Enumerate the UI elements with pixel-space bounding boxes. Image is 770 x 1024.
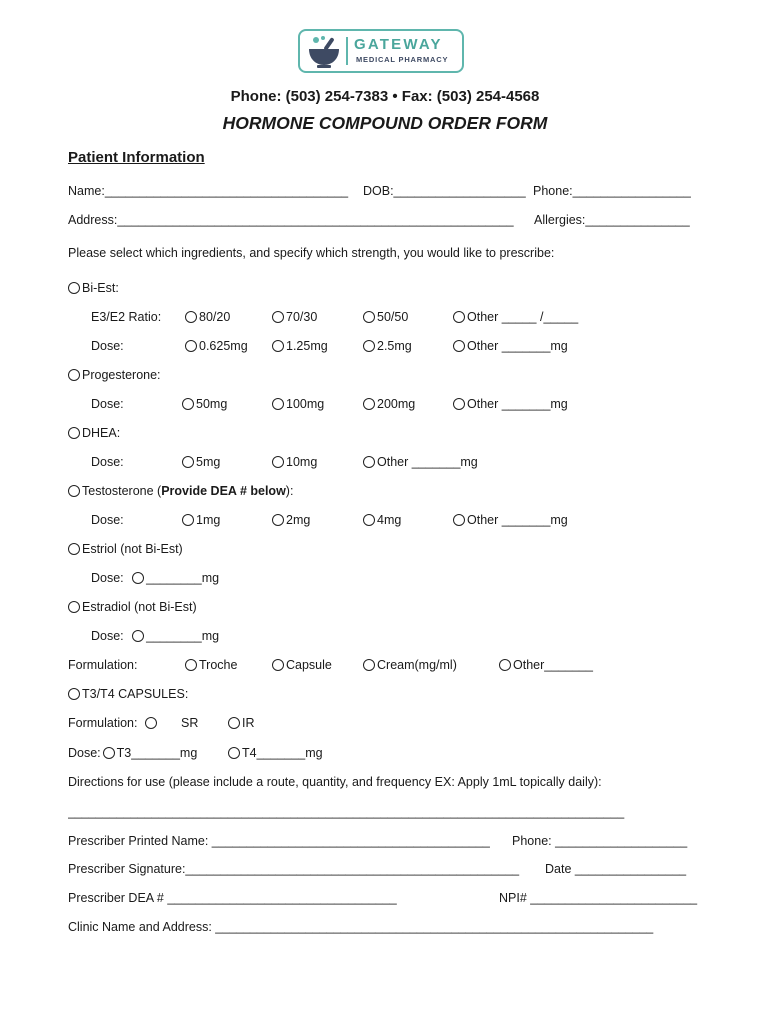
radio-circle[interactable] — [68, 688, 80, 700]
estradiol-dose-label: Dose: — [91, 629, 124, 643]
contact-line: Phone: (503) 254-7383 • Fax: (503) 254-4568 — [230, 88, 540, 105]
prescriber-signature-field[interactable]: Prescriber Signature:________________________________________________ — [68, 862, 520, 876]
t3t4-dose[interactable] — [68, 745, 197, 761]
option-testo-1mg[interactable] — [182, 512, 220, 528]
progesterone-label: Progesterone: — [82, 368, 161, 382]
form-title: HORMONE COMPOUND ORDER FORM — [222, 113, 548, 133]
option-label: 0.625mg — [199, 339, 248, 353]
option-ratio-50-50[interactable] — [363, 309, 408, 325]
clinic-name-address-field[interactable]: Clinic Name and Address: _______________________________________________________________ — [68, 920, 654, 934]
testosterone-dose-label: Dose: — [91, 513, 124, 527]
radio-circle[interactable] — [228, 747, 240, 759]
testosterone-label-dea-note: Provide DEA # below — [161, 484, 286, 498]
instructions-text: Please select which ingredients, and specify which strength, you would like to prescribe: — [68, 246, 555, 260]
progesterone-dose-label: Dose: — [91, 397, 124, 411]
directions-label: Directions for use (please include a route, quantity, and frequency EX: Apply 1mL topically daily): — [68, 775, 602, 789]
radio-circle[interactable] — [132, 572, 144, 584]
biest-ratio-label: E3/E2 Ratio: — [91, 310, 162, 324]
option-label: 10mg — [286, 455, 318, 469]
biest-dose-label: Dose: — [91, 339, 124, 353]
estradiol-dose[interactable] — [91, 628, 219, 644]
logo-separator — [346, 37, 348, 65]
radio-circle[interactable] — [363, 311, 375, 323]
radio-circle[interactable] — [68, 369, 80, 381]
prescriber-dea-field[interactable]: Prescriber DEA # _________________________________ — [68, 891, 397, 905]
option-label: Other _______mg — [467, 339, 568, 353]
estriol-dose-blank[interactable]: ________mg — [146, 571, 220, 585]
option-label: Troche — [199, 658, 238, 672]
option-testo-4mg[interactable] — [363, 512, 401, 528]
dhea-label: DHEA: — [82, 426, 121, 440]
option-biest-0625mg[interactable] — [185, 338, 248, 354]
radio-circle[interactable] — [272, 456, 284, 468]
radio-circle[interactable] — [272, 514, 284, 526]
testosterone-label-suffix: ): — [285, 484, 294, 498]
option-ratio-70-30[interactable] — [272, 309, 317, 325]
option-formulation-other[interactable] — [499, 657, 593, 673]
option-label: 70/30 — [286, 310, 318, 324]
option-label: Cream(mg/ml) — [377, 658, 457, 672]
option-biest-other[interactable] — [453, 338, 568, 354]
option-testo-2mg[interactable] — [272, 512, 310, 528]
option-label: 100mg — [286, 397, 325, 411]
option-label: 200mg — [377, 397, 416, 411]
radio-circle[interactable] — [363, 398, 375, 410]
estriol-dose-label: Dose: — [91, 571, 124, 585]
option-label: Other _______mg — [467, 513, 568, 527]
option-estriol[interactable] — [68, 541, 183, 557]
radio-circle[interactable] — [182, 456, 194, 468]
radio-circle[interactable] — [68, 485, 80, 497]
mortar-pestle-icon — [304, 32, 344, 72]
estradiol-label: Estradiol (not Bi-Est) — [82, 600, 197, 614]
radio-circle[interactable] — [68, 543, 80, 555]
radio-circle[interactable] — [185, 311, 197, 323]
option-ratio-80-20[interactable] — [185, 309, 230, 325]
radio-circle[interactable] — [453, 514, 465, 526]
estriol-dose[interactable] — [91, 570, 219, 586]
option-dhea-5mg[interactable] — [182, 454, 220, 470]
patient-allergies-field[interactable]: Allergies:_______________ — [534, 213, 690, 227]
section-title-patient: Patient Information — [68, 149, 205, 166]
radio-circle[interactable] — [363, 456, 375, 468]
t3-dose-blank[interactable]: T3_______mg — [116, 746, 198, 760]
option-label: 2mg — [286, 513, 311, 527]
testosterone-label-prefix: Testosterone ( — [82, 484, 162, 498]
t3t4-formulation-label: Formulation: — [68, 716, 138, 730]
option-label: Other _______mg — [467, 397, 568, 411]
option-ir[interactable] — [228, 715, 255, 731]
option-label: Capsule — [286, 658, 332, 672]
option-testosterone[interactable] — [68, 483, 293, 499]
logo-subtitle: MEDICAL PHARMACY — [356, 55, 449, 64]
radio-circle[interactable] — [272, 659, 284, 671]
estriol-label: Estriol (not Bi-Est) — [82, 542, 183, 556]
option-label: 4mg — [377, 513, 402, 527]
formulation-label: Formulation: — [68, 658, 138, 672]
radio-circle[interactable] — [272, 340, 284, 352]
prescriber-npi-field[interactable]: NPI# ________________________ — [499, 891, 698, 905]
t4-dose-blank[interactable]: T4_______mg — [242, 746, 323, 760]
option-dhea-10mg[interactable] — [272, 454, 317, 470]
option-progesterone[interactable] — [68, 367, 161, 383]
option-troche[interactable] — [185, 657, 237, 673]
radio-circle[interactable] — [145, 717, 157, 729]
option-dhea[interactable] — [68, 425, 120, 441]
option-ratio-other[interactable] — [453, 309, 578, 325]
option-estradiol[interactable] — [68, 599, 197, 615]
option-label: Other _____ /_____ — [467, 310, 579, 324]
radio-circle[interactable] — [499, 659, 511, 671]
option-label: Other_______ — [513, 658, 593, 672]
biest-label: Bi-Est: — [82, 281, 119, 295]
option-prog-50mg[interactable] — [182, 396, 227, 412]
prescriber-name-field[interactable]: Prescriber Printed Name: ________________________________________ — [68, 834, 490, 848]
estradiol-dose-blank[interactable]: ________mg — [146, 629, 220, 643]
prescriber-phone-field[interactable]: Phone: ___________________ — [512, 834, 688, 848]
option-label: SR — [181, 716, 199, 730]
patient-name-field[interactable]: Name:___________________________________ — [68, 184, 349, 198]
radio-circle[interactable] — [272, 311, 284, 323]
radio-circle[interactable] — [453, 398, 465, 410]
option-prog-100mg[interactable] — [272, 396, 324, 412]
option-label: 50/50 — [377, 310, 409, 324]
radio-circle[interactable] — [228, 717, 240, 729]
radio-circle[interactable] — [182, 398, 194, 410]
option-label: 5mg — [196, 455, 221, 469]
directions-field[interactable]: ________________________________________________________________________________ — [68, 805, 625, 819]
option-label: IR — [242, 716, 255, 730]
radio-circle[interactable] — [272, 398, 284, 410]
option-label: 2.5mg — [377, 339, 412, 353]
option-label: Other _______mg — [377, 455, 478, 469]
radio-circle[interactable] — [453, 340, 465, 352]
option-biest-125mg[interactable] — [272, 338, 328, 354]
radio-circle[interactable] — [68, 601, 80, 613]
radio-circle[interactable] — [363, 659, 375, 671]
option-cream[interactable] — [363, 657, 457, 673]
radio-circle[interactable] — [185, 340, 197, 352]
option-label: 80/20 — [199, 310, 231, 324]
patient-phone-field[interactable]: Phone:_________________ — [533, 184, 691, 198]
radio-circle[interactable] — [103, 747, 115, 759]
radio-circle[interactable] — [182, 514, 194, 526]
t3t4-dose-label: Dose: — [68, 746, 101, 760]
option-t4[interactable] — [228, 745, 323, 761]
option-label: 1mg — [196, 513, 221, 527]
option-biest[interactable] — [68, 280, 119, 296]
patient-address-field[interactable]: Address:_________________________________________________________ — [68, 213, 514, 227]
option-label: 50mg — [196, 397, 228, 411]
radio-circle[interactable] — [453, 311, 465, 323]
dhea-dose-label: Dose: — [91, 455, 124, 469]
radio-circle[interactable] — [68, 427, 80, 439]
option-testo-other[interactable] — [453, 512, 568, 528]
option-label: 1.25mg — [286, 339, 328, 353]
option-dhea-other[interactable] — [363, 454, 478, 470]
t3t4-label: T3/T4 CAPSULES: — [82, 687, 189, 701]
prescriber-date-field[interactable]: Date ________________ — [545, 862, 687, 876]
radio-circle[interactable] — [185, 659, 197, 671]
option-sr[interactable] — [145, 715, 198, 731]
patient-dob-field[interactable]: DOB:___________________ — [363, 184, 526, 198]
pharmacy-logo — [298, 29, 464, 73]
option-biest-25mg[interactable] — [363, 338, 412, 354]
radio-circle[interactable] — [363, 340, 375, 352]
radio-circle[interactable] — [132, 630, 144, 642]
option-prog-200mg[interactable] — [363, 396, 415, 412]
radio-circle[interactable] — [363, 514, 375, 526]
option-t3t4[interactable] — [68, 686, 188, 702]
logo-name: GATEWAY — [354, 36, 443, 53]
option-capsule[interactable] — [272, 657, 332, 673]
option-prog-other[interactable] — [453, 396, 568, 412]
radio-circle[interactable] — [68, 282, 80, 294]
